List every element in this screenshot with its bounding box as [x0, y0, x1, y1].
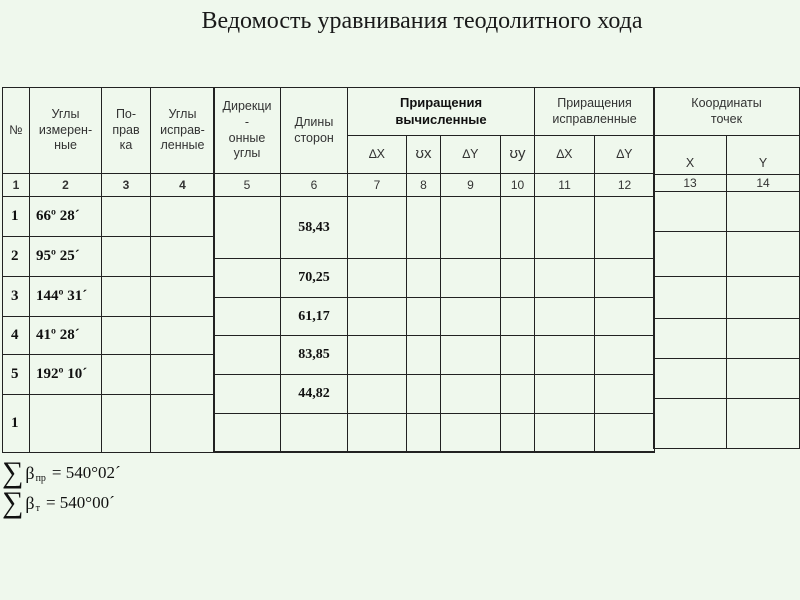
empty-cell	[441, 375, 501, 414]
beta-symbol: β	[25, 492, 35, 513]
empty-cell	[501, 259, 535, 298]
header-angles-measured: Углы измерен- ные	[30, 88, 102, 174]
empty-cell	[348, 259, 407, 298]
table-row	[3, 197, 215, 237]
col-number: 12	[595, 174, 655, 197]
empty-cell	[535, 298, 595, 336]
table-row	[654, 399, 800, 449]
side-length: 61,17	[281, 298, 348, 336]
table-row	[654, 319, 800, 359]
empty-cell	[727, 319, 800, 359]
empty-cell	[535, 336, 595, 375]
measured-angle: 144º 31´	[30, 277, 102, 317]
point-number: 2	[3, 237, 30, 277]
header-direction-angles: Дирекци - онные углы	[214, 88, 281, 174]
empty-cell	[441, 414, 501, 452]
header-angles-corrected: Углы исправ- ленные	[151, 88, 215, 174]
angle-sum-formulas	[2, 458, 121, 518]
empty-cell	[407, 259, 441, 298]
header-y: Y	[727, 136, 800, 175]
col-number: 11	[535, 174, 595, 197]
empty-cell	[501, 298, 535, 336]
col-number: 10	[501, 174, 535, 197]
empty-cell	[348, 197, 407, 259]
empty-cell	[407, 197, 441, 259]
table-row	[214, 375, 655, 414]
empty-cell	[595, 414, 655, 452]
increments-table	[213, 87, 655, 453]
empty-cell	[30, 395, 102, 453]
side-length: 58,43	[281, 197, 348, 259]
header-coordinates: Координаты точек	[654, 88, 800, 136]
point-number: 1	[3, 197, 30, 237]
table-row	[3, 355, 215, 395]
empty-cell	[501, 336, 535, 375]
empty-cell	[407, 414, 441, 452]
table-row	[3, 317, 215, 355]
table-row	[3, 277, 215, 317]
col-number: 3	[102, 174, 151, 197]
empty-cell	[727, 232, 800, 277]
table-row	[214, 259, 655, 298]
empty-cell	[102, 237, 151, 277]
empty-cell	[102, 395, 151, 453]
empty-cell	[654, 319, 727, 359]
empty-cell	[214, 336, 281, 375]
col-number: 8	[407, 174, 441, 197]
empty-cell	[151, 197, 215, 237]
page-title: Ведомость уравнивания теодолитного хода	[201, 8, 643, 34]
empty-cell	[151, 395, 215, 453]
empty-cell	[102, 197, 151, 237]
header-delta-y-corrected: ∆Y	[595, 136, 655, 174]
empty-cell	[348, 375, 407, 414]
empty-cell	[595, 336, 655, 375]
formula-practical-sum	[2, 458, 121, 488]
empty-cell	[102, 317, 151, 355]
sigma-symbol: ∑	[2, 456, 24, 489]
measured-angle: 192º 10´	[30, 355, 102, 395]
empty-cell	[281, 414, 348, 452]
beta-symbol: β	[25, 462, 35, 483]
empty-cell	[151, 317, 215, 355]
formula-value: = 540°02´	[51, 463, 121, 482]
table-row	[214, 336, 655, 375]
side-length: 70,25	[281, 259, 348, 298]
empty-cell	[441, 336, 501, 375]
empty-cell	[214, 414, 281, 452]
empty-cell	[654, 399, 727, 449]
empty-cell	[654, 192, 727, 232]
measured-angle: 95º 25´	[30, 237, 102, 277]
empty-cell	[214, 259, 281, 298]
empty-cell	[407, 336, 441, 375]
table-row	[214, 414, 655, 452]
empty-cell	[595, 375, 655, 414]
table-row	[214, 298, 655, 336]
table-row	[214, 197, 655, 259]
table-row	[654, 192, 800, 232]
measured-angle: 41º 28´	[30, 317, 102, 355]
empty-cell	[441, 298, 501, 336]
empty-cell	[727, 192, 800, 232]
header-correction-y: ʊy	[501, 136, 535, 174]
col-number: 2	[30, 174, 102, 197]
formula-theoretical-sum	[2, 488, 121, 518]
empty-cell	[214, 298, 281, 336]
col-number: 14	[727, 175, 800, 192]
empty-cell	[654, 277, 727, 319]
empty-cell	[151, 277, 215, 317]
beta-subscript: пр	[35, 472, 46, 484]
empty-cell	[102, 277, 151, 317]
empty-cell	[535, 414, 595, 452]
empty-cell	[441, 197, 501, 259]
header-delta-x: ∆X	[348, 136, 407, 174]
empty-cell	[348, 414, 407, 452]
empty-cell	[595, 259, 655, 298]
side-length: 44,82	[281, 375, 348, 414]
empty-cell	[595, 298, 655, 336]
empty-cell	[441, 259, 501, 298]
empty-cell	[348, 336, 407, 375]
formula-value: = 540°00´	[45, 493, 115, 512]
header-increments-corrected: Приращения исправленные	[535, 88, 655, 136]
point-number: 3	[3, 277, 30, 317]
beta-subscript: т	[35, 502, 40, 514]
header-x: X	[654, 136, 727, 175]
empty-cell	[214, 197, 281, 259]
header-correction: По- прав ка	[102, 88, 151, 174]
empty-cell	[654, 359, 727, 399]
empty-cell	[501, 414, 535, 452]
table-row	[3, 395, 215, 453]
measured-angle: 66º 28´	[30, 197, 102, 237]
col-number: 13	[654, 175, 727, 192]
empty-cell	[535, 259, 595, 298]
table-row	[654, 232, 800, 277]
point-number: 4	[3, 317, 30, 355]
point-number: 1	[3, 395, 30, 453]
point-number: 5	[3, 355, 30, 395]
side-length: 83,85	[281, 336, 348, 375]
empty-cell	[654, 232, 727, 277]
col-number: 6	[281, 174, 348, 197]
header-delta-y: ∆Y	[441, 136, 501, 174]
empty-cell	[535, 197, 595, 259]
empty-cell	[407, 298, 441, 336]
empty-cell	[727, 399, 800, 449]
table-row	[654, 359, 800, 399]
angles-table	[2, 87, 215, 453]
header-delta-x-corrected: ∆X	[535, 136, 595, 174]
empty-cell	[151, 355, 215, 395]
empty-cell	[595, 197, 655, 259]
empty-cell	[501, 375, 535, 414]
col-number: 7	[348, 174, 407, 197]
header-increments-calculated: Приращения вычисленные	[348, 88, 535, 136]
empty-cell	[214, 375, 281, 414]
empty-cell	[727, 277, 800, 319]
empty-cell	[407, 375, 441, 414]
col-number: 5	[214, 174, 281, 197]
empty-cell	[151, 237, 215, 277]
empty-cell	[501, 197, 535, 259]
header-side-lengths: Длины сторон	[281, 88, 348, 174]
empty-cell	[348, 298, 407, 336]
empty-cell	[535, 375, 595, 414]
empty-cell	[102, 355, 151, 395]
header-correction-x: ʊx	[407, 136, 441, 174]
col-number: 1	[3, 174, 30, 197]
table-row	[654, 277, 800, 319]
header-no: №	[3, 88, 30, 174]
table-row	[3, 237, 215, 277]
coordinates-table	[653, 87, 800, 449]
empty-cell	[727, 359, 800, 399]
col-number: 4	[151, 174, 215, 197]
col-number: 9	[441, 174, 501, 197]
sigma-symbol: ∑	[2, 486, 24, 519]
